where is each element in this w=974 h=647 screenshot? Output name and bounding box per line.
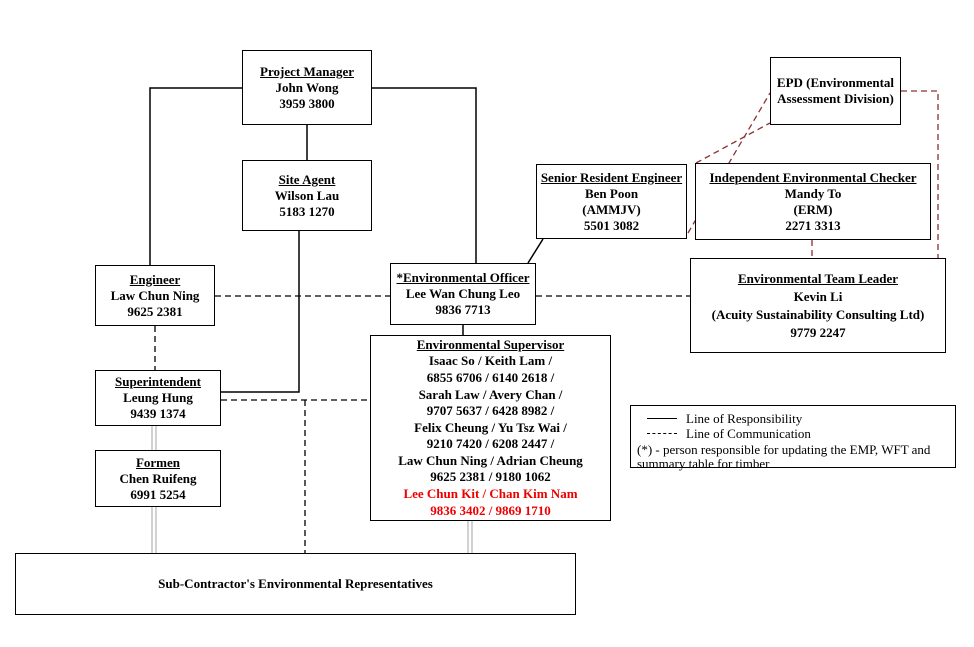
- box-line: 9625 2381 / 9180 1062: [430, 469, 551, 485]
- box-line: 9779 2247: [790, 324, 846, 340]
- box-formen: [95, 450, 221, 507]
- box-title: Superintendent: [115, 374, 201, 389]
- box-environmental-officer: [390, 263, 536, 325]
- box-line: Ben Poon: [584, 185, 639, 201]
- box-line: 6855 6706 / 6140 2618 /: [426, 369, 555, 385]
- box-senior-resident-engineer: [536, 164, 687, 239]
- box-line: Wilson Lau: [274, 187, 340, 203]
- legend-note: (*) - person responsible for updating the EMP, WFT and summary table for timber: [637, 442, 931, 471]
- box-line: Mandy To: [784, 185, 842, 201]
- box-line: 5183 1270: [279, 203, 335, 219]
- box-title: Project Manager: [260, 63, 354, 79]
- box-line: 6991 5254: [130, 486, 186, 502]
- line-pm-to-envofficer: [372, 88, 476, 263]
- box-line: John Wong: [275, 79, 339, 95]
- box-environmental-supervisor: [370, 335, 611, 521]
- box-line: 9625 2381: [127, 303, 183, 319]
- box-line: EPD (Environmental: [776, 75, 895, 90]
- box-superintendent: [95, 370, 221, 426]
- box-engineer: [95, 265, 215, 326]
- box-title: Senior Resident Engineer: [540, 169, 683, 185]
- line-superintendent-to-formen: [152, 426, 156, 450]
- legend-row-communication: [635, 426, 951, 441]
- line-pm-to-engineer: [150, 88, 242, 265]
- responsibility-line-sample: [647, 418, 677, 419]
- legend-row-responsibility: [635, 411, 951, 426]
- line-sre-to-envofficer: [528, 239, 543, 263]
- box-line: 3959 3800: [279, 95, 335, 111]
- line-formen-to-subcontractor: [152, 507, 156, 553]
- line-iec-epd-communication: [696, 123, 770, 163]
- box-title: Environmental Team Leader: [737, 270, 899, 286]
- communication-label: Line of Communication: [686, 425, 811, 441]
- box-line: Chen Ruifeng: [119, 470, 197, 486]
- box-title: Site Agent: [278, 171, 336, 187]
- box-line: Assessment Division): [777, 91, 894, 106]
- box-line-highlighted: Lee Chun Kit / Chan Kim Nam: [403, 486, 578, 502]
- box-line: 9439 1374: [130, 406, 186, 421]
- box-line: Law Chun Ning / Adrian Cheung: [398, 452, 583, 468]
- responsibility-label: Line of Responsibility: [686, 410, 803, 426]
- box-subcontractor-representatives: [15, 553, 576, 615]
- box-line: 9707 5637 / 6428 8982 /: [426, 403, 555, 419]
- box-line: Kevin Li: [793, 288, 843, 304]
- line-envsupervisor-to-subcontractor: [468, 521, 472, 553]
- box-line: (ERM): [793, 201, 833, 217]
- line-siteagent-to-superintendent: [221, 231, 299, 392]
- box-line: (Acuity Sustainability Consulting Ltd): [711, 306, 925, 322]
- box-line: Felix Cheung / Yu Tsz Wai /: [414, 419, 567, 435]
- legend: [630, 405, 956, 471]
- box-line: Leung Hung: [123, 390, 193, 405]
- box-title: Sub-Contractor's Environmental Representatives: [158, 576, 433, 591]
- box-line: (AMMJV): [582, 201, 641, 217]
- box-line: 9210 7420 / 6208 2447 /: [426, 436, 555, 452]
- box-title: Independent Environmental Checker: [709, 169, 917, 185]
- box-independent-environmental-checker: [695, 163, 931, 240]
- box-line: 2271 3313: [785, 217, 841, 233]
- box-line: 9836 7713: [435, 302, 491, 317]
- box-title: *Environmental Officer: [396, 270, 530, 285]
- box-epd: [770, 57, 901, 125]
- box-title: Environmental Supervisor: [416, 336, 565, 352]
- communication-line-sample: [647, 433, 677, 434]
- box-title: Formen: [135, 454, 181, 470]
- box-site-agent: [242, 160, 372, 231]
- box-line: Sarah Law / Avery Chan /: [418, 386, 563, 402]
- box-line: Law Chun Ning: [110, 287, 200, 303]
- box-line: 5501 3082: [583, 217, 640, 233]
- box-environmental-team-leader: [690, 258, 946, 353]
- box-line: Isaac So / Keith Lam /: [428, 353, 553, 369]
- box-line-highlighted: 9836 3402 / 9869 1710: [430, 502, 551, 518]
- box-line: Lee Wan Chung Leo: [405, 286, 521, 301]
- box-title: Engineer: [129, 271, 181, 287]
- box-project-manager: [242, 50, 372, 125]
